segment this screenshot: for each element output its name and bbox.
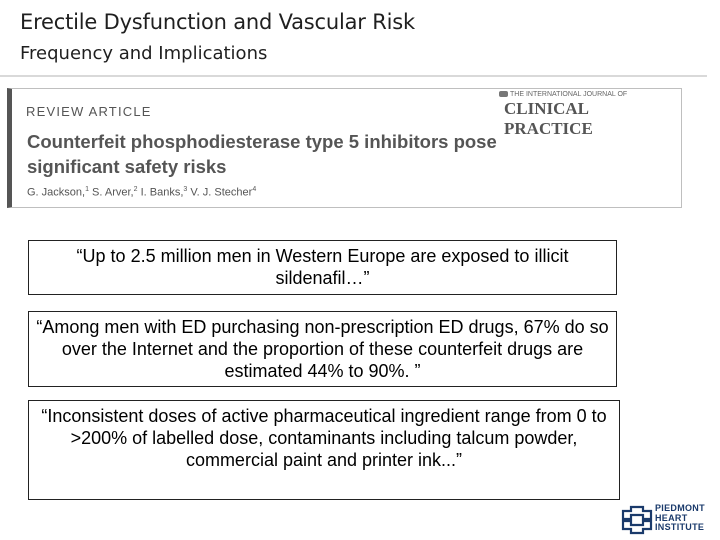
- journal-subtitle: THE INTERNATIONAL JOURNAL OF: [499, 91, 627, 98]
- article-header-image: [7, 88, 682, 208]
- quote-box: “Among men with ED purchasing non-prescription ED drugs, 67% do so over the Internet and the proportion of these counterfeit drugs are estimated 44% to 90%. ”: [28, 311, 617, 387]
- title-divider: [0, 75, 707, 77]
- journal-emblem-icon: [499, 91, 508, 97]
- piedmont-heart-logo: [621, 503, 713, 535]
- quote-box: “Up to 2.5 million men in Western Europe are exposed to illicit sildenafil…”: [28, 240, 617, 295]
- slide-subtitle: Frequency and Implications: [20, 43, 268, 64]
- journal-name: CLINICAL PRACTICE: [504, 99, 593, 138]
- logo-text: PIEDMONT HEART INSTITUTE: [655, 503, 705, 532]
- article-authors: G. Jackson,$^1$ S. Arver,$^2$ I. Banks,$^3$ V. J. Stecher$^4$: [27, 186, 257, 199]
- article-title: Counterfeit phosphodiesterase type 5 inhibitors pose significant safety risks: [27, 131, 497, 177]
- review-article-label: REVIEW ARTICLE: [26, 104, 152, 119]
- heart-institute-emblem-icon: [621, 505, 653, 535]
- quote-box: “Inconsistent doses of active pharmaceutical ingredient range from 0 to >200% of labelled dose, contaminants including talcum powder, commercial paint and printer ink...”: [28, 400, 620, 500]
- slide-title: Erectile Dysfunction and Vascular Risk: [20, 10, 415, 34]
